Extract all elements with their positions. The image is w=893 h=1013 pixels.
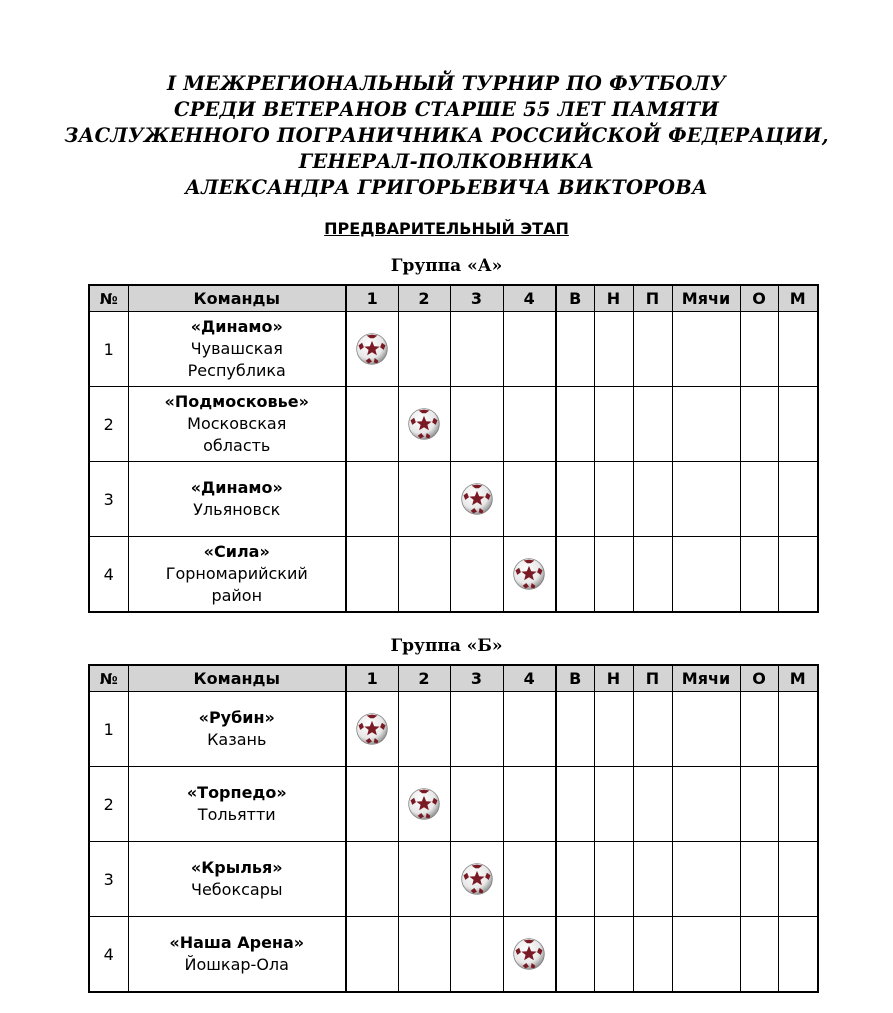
stat-cell-place: [778, 312, 818, 387]
stat-cell-draws: [594, 842, 633, 917]
match-cell: [450, 767, 503, 842]
match-cell: [398, 537, 450, 613]
stat-cell-points: [740, 387, 778, 462]
stat-cell-wins: [556, 767, 594, 842]
stat-cell-goals: [672, 312, 740, 387]
team-cell: [128, 767, 346, 842]
stat-cell-goals: [672, 537, 740, 613]
header-row: [89, 665, 818, 692]
col-header-place: М: [778, 285, 818, 312]
match-cell: [398, 767, 450, 842]
match-cell: [346, 312, 398, 387]
stat-cell-losses: [633, 537, 672, 613]
team-row: [89, 387, 818, 462]
col-header-losses: П: [633, 285, 672, 312]
stat-cell-losses: [633, 387, 672, 462]
team-region: Чебоксары: [190, 880, 283, 899]
col-header-m3: 3: [450, 285, 503, 312]
team-name: «Торпедо»: [186, 783, 287, 802]
team-number: 2: [89, 767, 128, 842]
match-cell: [450, 917, 503, 993]
col-header-points: О: [740, 665, 778, 692]
stat-cell-wins: [556, 462, 594, 537]
team-region: Горномарийский: [165, 564, 308, 583]
team-row: [89, 917, 818, 993]
stat-cell-losses: [633, 917, 672, 993]
team-region: Казань: [207, 730, 267, 749]
match-cell: [450, 842, 503, 917]
match-cell: [346, 387, 398, 462]
team-region: Республика: [187, 361, 286, 380]
team-number: 3: [89, 462, 128, 537]
match-cell: [398, 462, 450, 537]
group-a-table: [88, 284, 819, 613]
team-name: «Наша Арена»: [169, 933, 305, 952]
group-b-title: Группа «Б»: [390, 636, 503, 656]
stat-cell-points: [740, 917, 778, 993]
soccer-ball-icon: [406, 406, 442, 442]
match-cell: [398, 842, 450, 917]
match-cell: [346, 917, 398, 993]
match-cell: [398, 692, 450, 767]
match-cell: [503, 917, 556, 993]
soccer-ball-icon: [406, 786, 442, 822]
stage-title: [0, 219, 893, 238]
team-region: Ульяновск: [193, 500, 281, 519]
stat-cell-draws: [594, 312, 633, 387]
stat-cell-wins: [556, 917, 594, 993]
soccer-ball-icon: [511, 936, 547, 972]
stat-cell-draws: [594, 692, 633, 767]
col-header-points: О: [740, 285, 778, 312]
col-header-no: №: [89, 665, 128, 692]
match-cell: [398, 387, 450, 462]
team-region: район: [211, 586, 263, 605]
match-cell: [346, 462, 398, 537]
stat-cell-losses: [633, 312, 672, 387]
match-cell: [503, 767, 556, 842]
col-header-no: №: [89, 285, 128, 312]
match-cell: [503, 387, 556, 462]
stat-cell-place: [778, 387, 818, 462]
team-cell: [128, 537, 346, 613]
team-region: Чувашская: [190, 339, 283, 358]
stat-cell-points: [740, 312, 778, 387]
team-name: «Подмосковье»: [164, 392, 309, 411]
col-header-m1: 1: [346, 665, 398, 692]
soccer-ball-icon: [459, 481, 495, 517]
col-header-m2: 2: [398, 285, 450, 312]
team-cell: [128, 917, 346, 993]
match-cell: [503, 842, 556, 917]
team-name: «Динамо»: [190, 478, 283, 497]
stat-cell-goals: [672, 387, 740, 462]
team-cell: [128, 842, 346, 917]
col-header-place: М: [778, 665, 818, 692]
stat-cell-losses: [633, 692, 672, 767]
match-cell: [503, 462, 556, 537]
match-cell: [503, 692, 556, 767]
stat-cell-place: [778, 767, 818, 842]
stat-cell-losses: [633, 462, 672, 537]
match-cell: [346, 537, 398, 613]
team-number: 1: [89, 312, 128, 387]
team-number: 1: [89, 692, 128, 767]
col-header-draws: Н: [594, 285, 633, 312]
stat-cell-place: [778, 917, 818, 993]
team-number: 4: [89, 917, 128, 993]
team-region: Йошкар-Ола: [184, 955, 289, 974]
stat-cell-points: [740, 462, 778, 537]
col-header-m2: 2: [398, 665, 450, 692]
team-row: [89, 312, 818, 387]
stat-cell-wins: [556, 692, 594, 767]
stat-cell-losses: [633, 842, 672, 917]
team-cell: [128, 692, 346, 767]
group-a-title: Группа «А»: [390, 256, 503, 276]
team-row: [89, 692, 818, 767]
col-header-teams: Команды: [128, 665, 346, 692]
col-header-m4: 4: [503, 665, 556, 692]
match-cell: [450, 692, 503, 767]
stat-cell-goals: [672, 842, 740, 917]
tournament-title: [0, 71, 893, 201]
match-cell: [346, 767, 398, 842]
match-cell: [503, 312, 556, 387]
stat-cell-points: [740, 767, 778, 842]
col-header-goals: Мячи: [672, 285, 740, 312]
team-number: 3: [89, 842, 128, 917]
group-b-table: [88, 664, 819, 993]
stat-cell-draws: [594, 537, 633, 613]
col-header-m1: 1: [346, 285, 398, 312]
title-line: I МЕЖРЕГИОНАЛЬНЫЙ ТУРНИР ПО ФУТБОЛУ: [166, 72, 727, 95]
col-header-draws: Н: [594, 665, 633, 692]
stat-cell-wins: [556, 537, 594, 613]
col-header-losses: П: [633, 665, 672, 692]
col-header-m3: 3: [450, 665, 503, 692]
soccer-ball-icon: [354, 331, 390, 367]
stat-cell-draws: [594, 767, 633, 842]
stat-cell-draws: [594, 462, 633, 537]
stat-cell-wins: [556, 312, 594, 387]
match-cell: [346, 692, 398, 767]
match-cell: [503, 537, 556, 613]
stat-cell-draws: [594, 387, 633, 462]
col-header-wins: В: [556, 285, 594, 312]
stat-cell-goals: [672, 917, 740, 993]
stat-cell-wins: [556, 842, 594, 917]
stat-cell-place: [778, 692, 818, 767]
soccer-ball-icon: [511, 556, 547, 592]
stat-cell-place: [778, 537, 818, 613]
match-cell: [450, 537, 503, 613]
team-row: [89, 842, 818, 917]
col-header-m4: 4: [503, 285, 556, 312]
title-line: ЗАСЛУЖЕННОГО ПОГРАНИЧНИКА РОССИЙСКОЙ ФЕДЕРАЦИИ,: [64, 124, 829, 147]
team-region: Тольятти: [197, 805, 276, 824]
team-region: Московская: [187, 414, 287, 433]
stat-cell-points: [740, 692, 778, 767]
col-header-wins: В: [556, 665, 594, 692]
soccer-ball-icon: [459, 861, 495, 897]
team-number: 4: [89, 537, 128, 613]
team-region: область: [203, 436, 271, 455]
team-name: «Сила»: [203, 542, 270, 561]
stat-cell-goals: [672, 462, 740, 537]
stat-cell-goals: [672, 692, 740, 767]
team-row: [89, 767, 818, 842]
title-line: АЛЕКСАНДРА ГРИГОРЬЕВИЧА ВИКТОРОВА: [185, 176, 708, 199]
team-row: [89, 462, 818, 537]
stat-cell-points: [740, 537, 778, 613]
title-line: ГЕНЕРАЛ-ПОЛКОВНИКА: [298, 150, 595, 173]
stat-cell-draws: [594, 917, 633, 993]
stat-cell-goals: [672, 767, 740, 842]
stat-cell-place: [778, 842, 818, 917]
match-cell: [398, 312, 450, 387]
stat-cell-points: [740, 842, 778, 917]
stat-cell-wins: [556, 387, 594, 462]
team-name: «Крылья»: [190, 858, 283, 877]
match-cell: [346, 842, 398, 917]
team-name: «Динамо»: [190, 317, 283, 336]
team-row: [89, 537, 818, 613]
team-cell: [128, 387, 346, 462]
team-cell: [128, 462, 346, 537]
stage-title-text: ПРЕДВАРИТЕЛЬНЫЙ ЭТАП: [324, 219, 569, 238]
stat-cell-place: [778, 462, 818, 537]
team-cell: [128, 312, 346, 387]
match-cell: [450, 312, 503, 387]
team-number: 2: [89, 387, 128, 462]
team-name: «Рубин»: [198, 708, 275, 727]
header-row: [89, 285, 818, 312]
match-cell: [450, 387, 503, 462]
stat-cell-losses: [633, 767, 672, 842]
match-cell: [398, 917, 450, 993]
match-cell: [450, 462, 503, 537]
col-header-goals: Мячи: [672, 665, 740, 692]
title-line: СРЕДИ ВЕТЕРАНОВ СТАРШЕ 55 ЛЕТ ПАМЯТИ: [173, 98, 720, 121]
soccer-ball-icon: [354, 711, 390, 747]
col-header-teams: Команды: [128, 285, 346, 312]
